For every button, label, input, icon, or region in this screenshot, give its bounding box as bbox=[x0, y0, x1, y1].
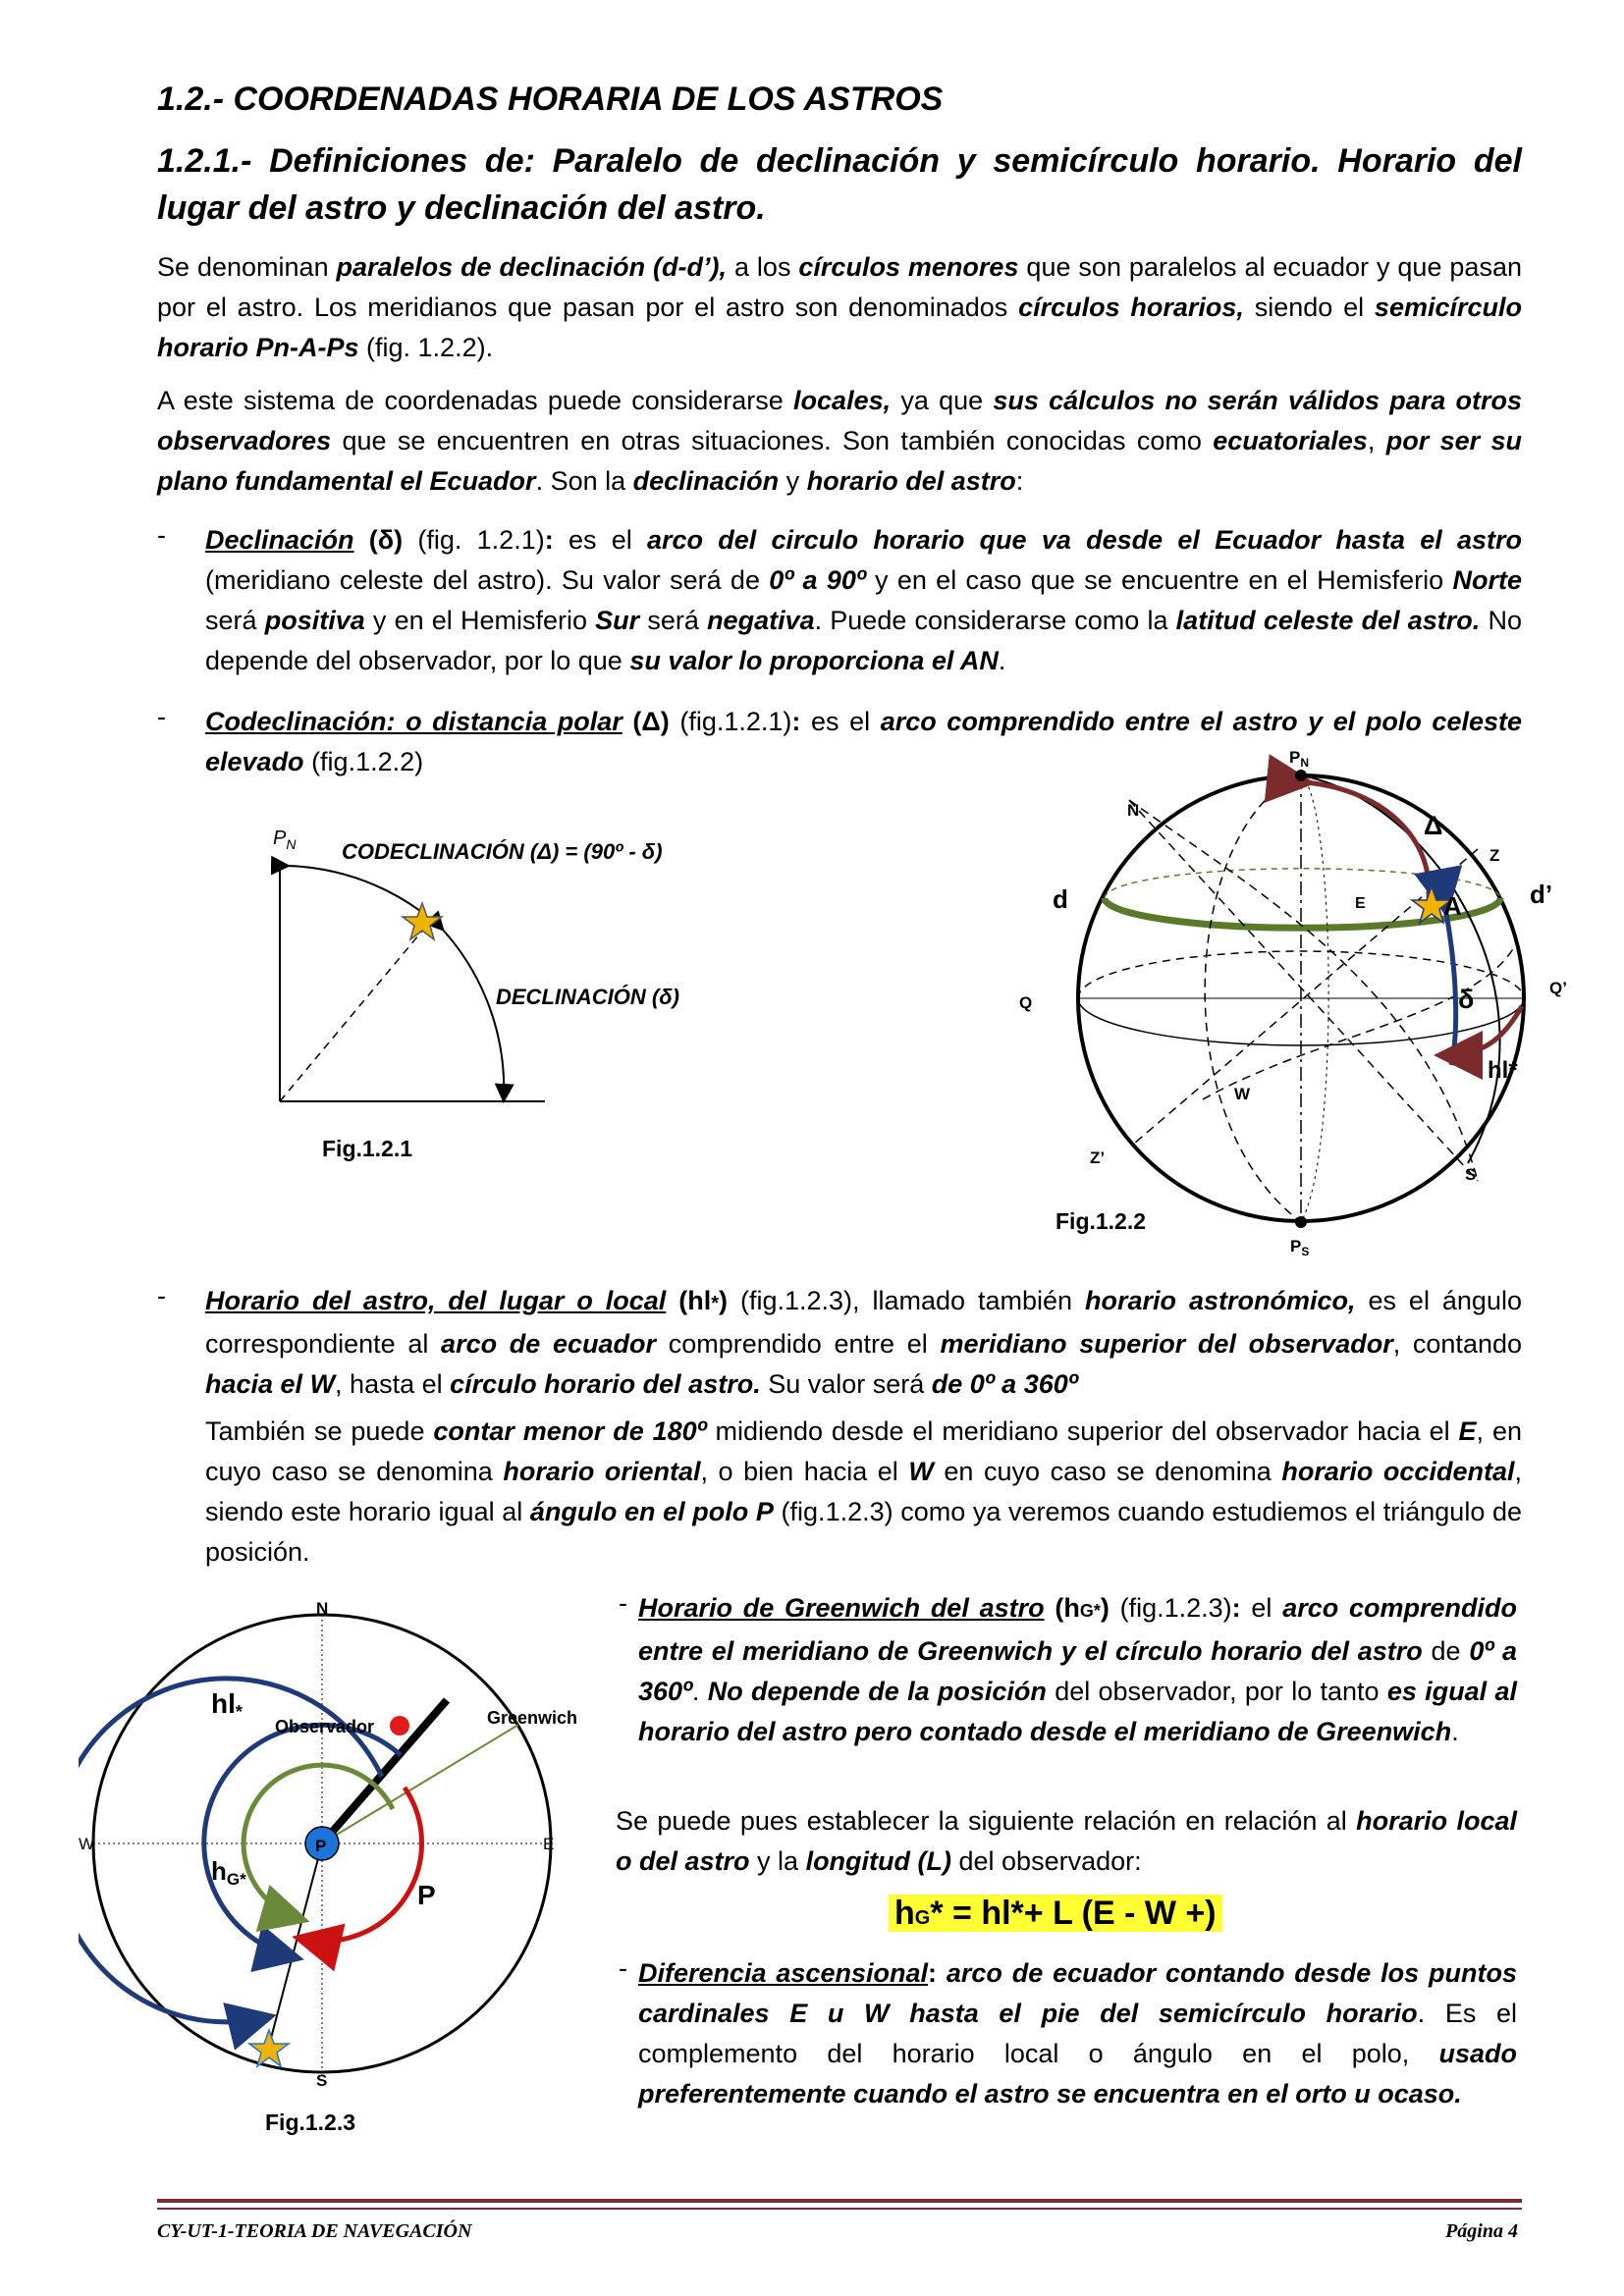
horizon-line bbox=[1134, 849, 1478, 1144]
hour-circle-front bbox=[1301, 775, 1500, 1163]
n-label: N bbox=[1127, 801, 1140, 820]
north-pole-dot bbox=[1295, 770, 1307, 781]
bullet-dash: - bbox=[619, 1953, 627, 1983]
figure-1-2-1 bbox=[236, 815, 746, 1188]
pole-label: P bbox=[315, 1837, 327, 1855]
bullet-greenwich-hour-angle: Horario de Greenwich del astro (hG*) (fig.1.2.3): el arco comprendido entre el meridiano de Greenwich y el círculo horario del astro de 0º a 360º. No depende de la posición del observador, por lo tanto es igual al horario del astro pero contado desde el meridiano de Greenwich. bbox=[638, 1593, 1517, 1746]
bullet-dash: - bbox=[157, 520, 166, 550]
pn-label: $P_N$ bbox=[1289, 748, 1310, 770]
figure-caption: Fig.1.2.3 bbox=[265, 2109, 356, 2135]
figure-caption: Fig.1.2.1 bbox=[322, 1136, 413, 1161]
bullet-dash: - bbox=[619, 1588, 627, 1618]
footer-doc-title: CY-UT-1-TEORIA DE NAVEGACIÓN bbox=[157, 2220, 472, 2242]
paragraph-relation: Se puede pues establecer la siguiente relación en relación al horario local o del astro y la longitud (L) del observador: bbox=[616, 1806, 1517, 1876]
bullet-codeclination: Codeclinación: o distancia polar (Δ) (fig.1.2.1): es el arco comprendido entre el astro y el polo celeste elevado (fig.1.2.2) bbox=[205, 707, 1522, 776]
hl-label: hl* bbox=[1488, 1057, 1518, 1084]
delta-capital-label: Δ bbox=[1424, 811, 1443, 840]
subsection-heading: 1.2.1.- Definiciones de: Paralelo de declinación y semicírculo horario. Horario del lugar del astro y declinación del astro. bbox=[157, 142, 1522, 227]
w-label: W bbox=[1234, 1085, 1251, 1103]
paragraph-declination-parallels: Se denominan paralelos de declinación (d-d’), a los círculos menores que son paralelos al ecuador y que pasan por el astro. Los meridianos que pasan por el astro son denominados círculos horarios, siendo el semicírculo horario Pn-A-Ps (fig. 1.2.2). bbox=[157, 252, 1522, 362]
observer-label: Observador bbox=[275, 1717, 375, 1736]
d-prime-label: d’ bbox=[1530, 880, 1553, 909]
codeclination-label: CODECLINACIÓN (Δ) = (90º - δ) bbox=[342, 839, 663, 864]
w-label: W bbox=[79, 1835, 95, 1853]
bullet-dash: - bbox=[157, 1281, 166, 1310]
pole-label: $P_N$ bbox=[273, 828, 297, 852]
south-pole-dot bbox=[1295, 1216, 1307, 1228]
delta-label: δ bbox=[1458, 985, 1475, 1014]
footer-page-number: Página 4 bbox=[1445, 2220, 1518, 2242]
paragraph-oriental-occidental: También se puede contar menor de 180º midiendo desde el meridiano superior del observador hacia el E, en cuyo caso se denomina horario oriental, o bien hacia el W en cuyo caso se denomina horario occidental, siendo este horario igual al ángulo en el polo P (fig.1.2.3) como ya veremos cuando estudiemos el triángulo de posición. bbox=[205, 1416, 1523, 1567]
n-label: N bbox=[316, 1600, 329, 1618]
observer-dot bbox=[390, 1716, 409, 1735]
e-label: E bbox=[1355, 895, 1366, 912]
a-label: A bbox=[1443, 891, 1462, 921]
s-label: S bbox=[1465, 1165, 1477, 1184]
z-prime-label: Z’ bbox=[1090, 1148, 1106, 1167]
declination-arc bbox=[1445, 908, 1456, 1065]
q-label: Q bbox=[1019, 993, 1033, 1012]
bullet-dash: - bbox=[157, 702, 166, 731]
formula: hG* = hl*+ L (E - W +) bbox=[889, 1895, 1222, 1933]
q-prime-label: Q’ bbox=[1549, 979, 1567, 997]
hg-label: hG* bbox=[211, 1856, 246, 1889]
codeclination-arc bbox=[1306, 782, 1429, 898]
section-heading: 1.2.- COORDENADAS HORARIA DE LOS ASTROS bbox=[157, 80, 944, 118]
p-label: P bbox=[417, 1880, 436, 1910]
footer-rule-thin bbox=[157, 2208, 1522, 2210]
ps-label: $P_S$ bbox=[1290, 1237, 1310, 1258]
declination-arc bbox=[442, 929, 504, 1099]
z-label: Z bbox=[1489, 846, 1500, 865]
greenwich-label: Greenwich bbox=[487, 1708, 578, 1728]
bullet-local-hour-angle: Horario del astro, del lugar o local (hl*) (fig.1.2.3), llamado también horario astronómico, es el ángulo correspondiente al arco de ecuador comprendido entre el meridiano superior del observador, contando hacia el W, hasta el círculo horario del astro. Su valor será de 0º a 360º bbox=[205, 1286, 1523, 1399]
s-label: S bbox=[316, 2071, 328, 2090]
polar-angle-arc bbox=[301, 1788, 422, 1942]
bullet-ascensional-difference: Diferencia ascensional: arco de ecuador contando desde los puntos cardinales E u W hasta el pie del semicírculo horario. Es el complemento del horario local o ángulo en el polo, usado preferentemente cuando el astro se encuentra en el orto u ocaso. bbox=[638, 1958, 1517, 2109]
e-label: E bbox=[543, 1835, 555, 1853]
figure-1-2-2 bbox=[1011, 741, 1600, 1261]
codeclination-arc bbox=[287, 866, 420, 911]
paragraph-local-coordinates: A este sistema de coordenadas puede considerarse locales, ya que sus cálculos no serán válidos para otros observadores que se encuentren en otras situaciones. Son también conocidas como ecuatoriales, por ser su plano fundamental el Ecuador. Son la declinación y horario del astro: bbox=[157, 386, 1522, 496]
star-radius bbox=[280, 923, 429, 1101]
hl-label: hl* bbox=[211, 1688, 243, 1722]
vertical-circle bbox=[1203, 947, 1514, 1099]
declination-parallel-back bbox=[1105, 869, 1500, 898]
star-icon bbox=[403, 903, 442, 939]
figure-1-2-3 bbox=[79, 1600, 609, 2150]
bullet-declination: Declinación (δ) (fig. 1.2.1): es el arco del circulo horario que va desde el Ecuador hasta el astro (meridiano celeste del astro). Su valor será de 0º a 90º y en el caso que se encuentre en el Hemisferio Norte será positiva y en el Hemisferio Sur será negativa. Puede considerarse como la latitud celeste del astro. No depende del observador, por lo que su valor lo proporciona el AN. bbox=[205, 525, 1523, 675]
star-hour-circle bbox=[269, 1843, 322, 2046]
figure-caption: Fig.1.2.2 bbox=[1056, 1208, 1147, 1234]
footer-rule bbox=[157, 2199, 1522, 2203]
d-label: d bbox=[1053, 884, 1068, 914]
declination-label: DECLINACIÓN (δ) bbox=[496, 985, 679, 1009]
